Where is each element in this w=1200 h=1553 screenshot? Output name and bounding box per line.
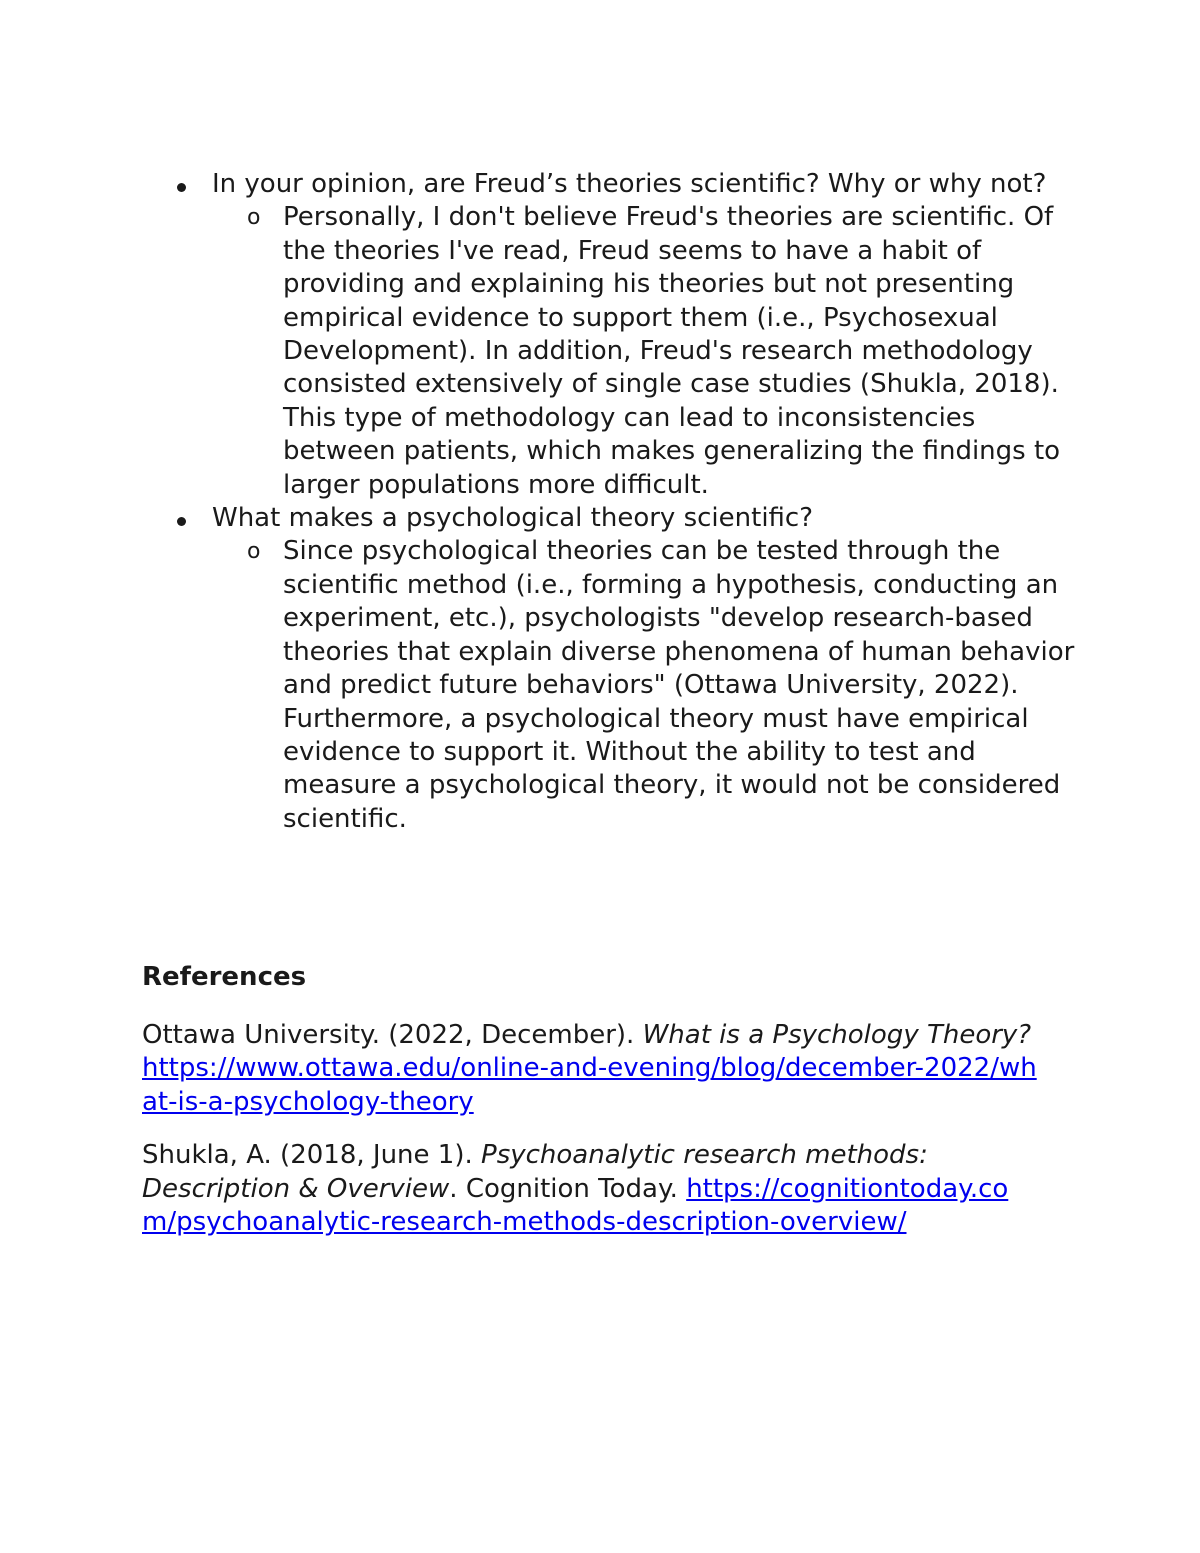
question-text: What makes a psychological theory scientific? — [212, 503, 814, 534]
answer-item — [212, 535, 1075, 836]
bullet-icon — [177, 517, 186, 526]
answer-marker: o — [247, 205, 261, 231]
reference-entry — [142, 1019, 1042, 1119]
answer-text: Personally, I don't believe Freud's theories are scientific. Of the theories I've read, Freud seems to have a habit of providing and explaining his theories but not presenting empirical evidence to support them (i.e., Psychosexual Development). In addition, Freud's research methodology consisted extensively of single case studies (Shukla, 2018). This type of methodology can lead to inconsistencies between patients, which makes generalizing the findings to larger populations more difficult. — [283, 202, 1061, 500]
reference-link[interactable]: https://www.ottawa.edu/online-and-evening/blog/december-2022/what-is-a-psychology-theory — [142, 1053, 1037, 1117]
references-heading: References — [142, 962, 307, 992]
reference-author-date: Ottawa University. (2022, December). — [142, 1020, 643, 1050]
reference-source: . Cognition Today. — [449, 1173, 687, 1204]
reference-link[interactable]: https://cognitiontoday.com/psychoanalytic-research-methods-description-overview/ — [142, 1173, 1009, 1238]
bullet-icon — [177, 183, 186, 192]
question-text: In your opinion, are Freud’s theories scientific? Why or why not? — [212, 169, 1047, 199]
reference-entry — [142, 1139, 1042, 1239]
reference-title: Psychoanalytic research methods: Description & Overview — [142, 1140, 928, 1204]
reference-title: What is a Psychology Theory? — [642, 1020, 1032, 1050]
question-item — [142, 168, 1072, 502]
answer-text: Since psychological theories can be tested through the scientific method (i.e., forming a hypothesis, conducting an experiment, etc.), psychologists "develop research-based theories that explain diverse phenomena of human behavior and predict future behaviors" (Ottawa University, 2022). Furthermore, a psychological theory must have empirical evidence to support it. Without the ability to test and measure a psychological theory, it would not be considered scientific. — [283, 536, 1075, 834]
references-section — [142, 957, 1042, 1259]
answer-item — [212, 201, 1072, 502]
reference-author-date: Shukla, A. (2018, June 1). — [142, 1140, 482, 1171]
question-list — [142, 168, 1075, 836]
question-item — [142, 502, 1075, 836]
answer-marker: o — [247, 539, 261, 565]
